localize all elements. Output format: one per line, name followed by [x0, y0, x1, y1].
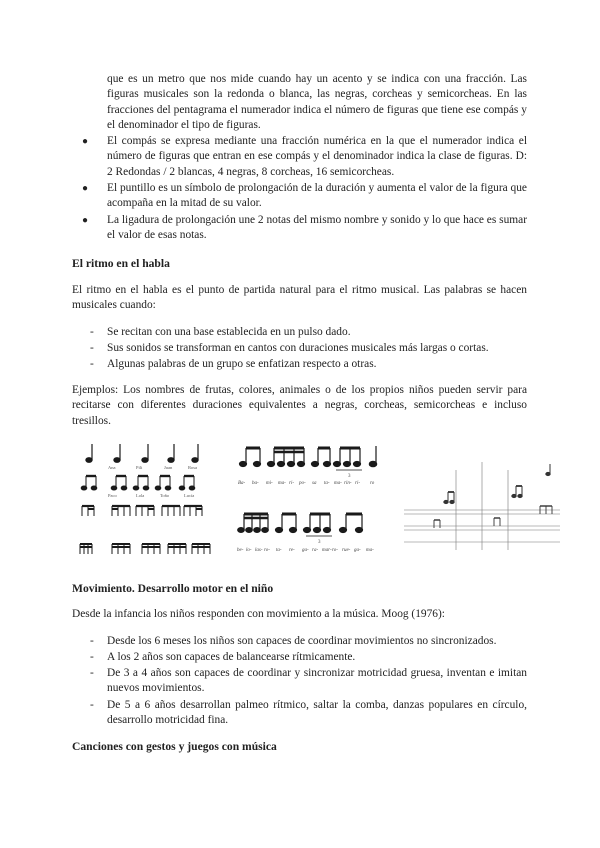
- dash-marker: -: [90, 651, 94, 663]
- dash-marker: -: [90, 635, 94, 647]
- list-item-text: Sus sonidos se transforman en cantos con duraciones musicales más largas o cortas.: [107, 342, 489, 354]
- syllable: mar-: [322, 548, 332, 553]
- quarter-notes-row: [86, 444, 198, 462]
- grid-lines: [404, 462, 560, 550]
- ritmo-paragraph: El ritmo en el habla es el punto de partida natural para el ritmo musical. Las palabras se hacen musicales cuando:: [72, 284, 527, 312]
- sixteenth-notes-row: [80, 544, 210, 554]
- syllable: ro-: [264, 548, 270, 553]
- dash-marker: -: [90, 326, 94, 338]
- table-word: Juan: [164, 465, 173, 470]
- list-item-text: A los 2 años son capaces de balancearse rítmicamente.: [107, 651, 356, 663]
- section-heading-ritmo: El ritmo en el habla: [72, 257, 170, 270]
- syllable: ro-: [332, 548, 338, 553]
- grid-notes: [434, 464, 552, 528]
- table-word: Lola: [136, 493, 145, 498]
- list-item-text: De 5 a 6 años desarrollan palmeo rítmico, saltar la comba, danzas populares en círculo, desarrollo motricidad fina.: [107, 699, 527, 727]
- syllable: ga-: [302, 548, 309, 553]
- mixed-notes-row: [82, 506, 202, 516]
- table-word: Toño: [160, 493, 170, 498]
- syllable: ma-: [366, 548, 374, 553]
- bullet-text: El compás se expresa mediante una fracción numérica en la que el numerador indica el número de figuras que entran en ese compás y el denominador indica la clase de figuras. D: 2 Redondas / 2 blancas, 4 negras, 8 corcheas, 16 semicorcheas.: [107, 135, 527, 178]
- syllable: ro: [370, 481, 375, 486]
- table-word: Lucía: [184, 493, 195, 498]
- list-item-text: Algunas palabras de un grupo se enfatizan respecto a otras.: [107, 358, 377, 370]
- rhythm-grid-svg: [400, 440, 565, 560]
- list-item: [90, 634, 527, 649]
- syllable: Ba-: [238, 481, 246, 486]
- table-word: Rosa: [188, 465, 197, 470]
- bullet-icon: ●: [82, 183, 89, 194]
- syllable: be-: [237, 548, 244, 553]
- syllable: re-: [289, 548, 295, 553]
- list-item-text: De 3 a 4 años son capaces de coordinar y sincronizar motricidad gruesa, inventan e imitan nuevos movimientos.: [107, 667, 527, 695]
- list-item: [90, 357, 527, 372]
- syllable: ta-: [276, 548, 282, 553]
- spoken-rhythm-svg: [232, 440, 390, 560]
- rhythm-row-1: [239, 446, 376, 470]
- list-item: [90, 341, 527, 356]
- rhythm-grid-figure: [400, 440, 565, 560]
- syllable: ba-: [252, 481, 259, 486]
- rhythm-row-2: [238, 514, 363, 536]
- list-item-text: Se recitan con una base establecida en un pulso dado.: [107, 326, 351, 338]
- triplet-mark: 3: [318, 540, 321, 545]
- syllable: ri-: [289, 481, 294, 486]
- syllable: rin-: [344, 481, 352, 486]
- list-item-text: Desde los 6 meses los niños son capaces de coordinar movimientos no sincronizados.: [107, 635, 497, 647]
- bullet-text: La ligadura de prolongación une 2 notas del mismo nombre y sonido y lo que hace es sumar el valor de esas notas.: [107, 214, 527, 242]
- dash-marker: -: [90, 342, 94, 354]
- section-heading-movimiento: Movimiento. Desarrollo motor en el niño: [72, 582, 274, 595]
- syllable: las-: [255, 548, 263, 553]
- syllable: po-: [299, 481, 306, 486]
- syllable: lo-: [246, 548, 252, 553]
- bullet-icon: ●: [82, 215, 89, 226]
- triplet-mark: 3: [348, 474, 351, 479]
- syllable: ta-: [324, 481, 330, 486]
- syllable: ma-: [334, 481, 342, 486]
- table-word: Pili: [136, 465, 143, 470]
- syllable: sa: [312, 481, 317, 486]
- syllable: ra-: [312, 548, 319, 553]
- list-item: [90, 698, 527, 729]
- section-heading-canciones: Canciones con gestos y juegos con música: [72, 740, 277, 753]
- syllable: rue-: [342, 548, 351, 553]
- list-item: [90, 666, 527, 697]
- bullet-text: El puntillo es un símbolo de prolongación de la duración y aumenta el valor de la figura que acompaña en la mitad de su valor.: [107, 182, 527, 210]
- list-item: [90, 325, 527, 340]
- eighth-notes-row: [81, 476, 195, 490]
- rhythm-table-svg: [72, 440, 222, 560]
- dash-marker: -: [90, 358, 94, 370]
- dash-marker: -: [90, 699, 94, 711]
- syllable: ma-: [278, 481, 286, 486]
- table-word: Paco: [108, 493, 117, 498]
- spoken-rhythm-figure: [232, 440, 390, 560]
- syllable: ga-: [354, 548, 361, 553]
- ritmo-examples: Ejemplos: Los nombres de frutas, colores, animales o de los propios niños pueden servir para recitarse con diferentes duraciones equivalentes a negras, corcheas, semicorcheas e incluso tresillos.: [72, 384, 527, 427]
- list-item: [90, 650, 527, 665]
- intro-continuation: que es un metro que nos mide cuando hay un acento y se indica con una fracción. Las figuras musicales son la redonda o blanca, las negras, corcheas y semicorcheas. En las fracciones del pentagrama el numerador indica el número de figuras que tiene ese compás y el denominador el tipo de figuras.: [107, 73, 527, 132]
- bullet-item: [82, 213, 527, 244]
- table-word: Ana: [108, 465, 116, 470]
- bullet-icon: ●: [82, 136, 89, 147]
- syllable: mi-: [266, 481, 273, 486]
- rhythm-table-figure: [72, 440, 222, 560]
- dash-marker: -: [90, 667, 94, 679]
- bullet-item: [82, 181, 527, 212]
- movimiento-paragraph: Desde la infancia los niños responden con movimiento a la música. Moog (1976):: [72, 608, 445, 620]
- syllable: ri-: [355, 481, 360, 486]
- bullet-item: [82, 134, 527, 180]
